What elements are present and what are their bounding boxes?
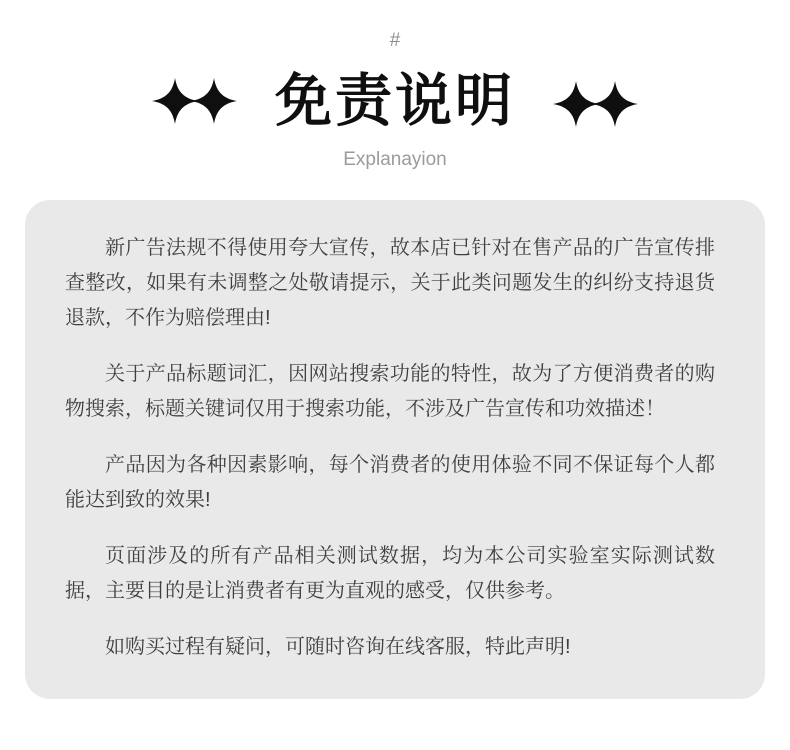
- disclaimer-panel: [25, 200, 765, 699]
- disclaimer-paragraph: 产品因为各种因素影响，每个消费者的使用体验不同不保证每个人都能达到致的效果!: [65, 454, 715, 511]
- sparkle-icon: [592, 80, 638, 128]
- disclaimer-paragraph: 关于产品标题词汇，因网站搜索功能的特性，故为了方便消费者的购物搜索，标题关键词仅用于搜索功能，不涉及广告宣传和功效描述！: [65, 363, 715, 420]
- page-title: 免责说明: [275, 69, 515, 133]
- sparkle-group-left: [152, 77, 237, 125]
- title-row: [0, 64, 790, 138]
- disclaimer-paragraph: 新广告法规不得使用夸大宣传，故本店已针对在售产品的广告宣传排查整改，如果有未调整之处敬请提示，关于此类问题发生的纠纷支持退货退款，不作为赔偿理由!: [65, 237, 715, 329]
- hash-mark: #: [389, 30, 401, 51]
- page-header: [0, 0, 790, 171]
- sparkle-group-right: [553, 80, 638, 128]
- page-subtitle: Explanayion: [343, 149, 447, 170]
- disclaimer-paragraph: 如购买过程有疑问，可随时咨询在线客服，特此声明!: [105, 636, 571, 658]
- sparkle-icon: [191, 77, 237, 125]
- disclaimer-paragraph: 页面涉及的所有产品相关测试数据，均为本公司实验室实际测试数据，主要目的是让消费者有更为直观的感受，仅供参考。: [65, 545, 715, 602]
